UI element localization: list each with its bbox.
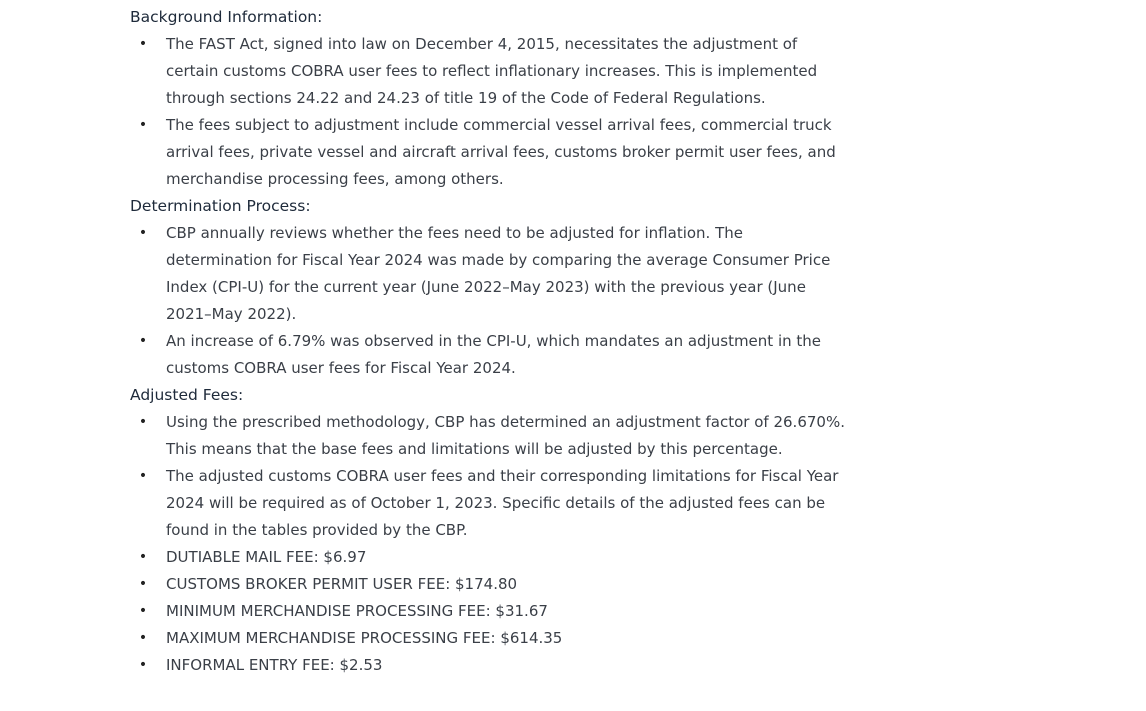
list-item-text: The fees subject to adjustment include commercial vessel arrival fees, commercial truck arrival fees, private vessel and aircraft arrival fees, customs broker permit user fees, and merchandise processing fees, among others. bbox=[166, 116, 836, 188]
list-item bbox=[130, 328, 850, 382]
list-item bbox=[130, 463, 850, 544]
list-item-text: The FAST Act, signed into law on December 4, 2015, necessitates the adjustment of certain customs COBRA user fees to reflect inflationary increases. This is implemented through sections 24.22 and 24.23 of title 19 of the Code of Federal Regulations. bbox=[166, 35, 818, 107]
bullet-icon: • bbox=[138, 603, 148, 619]
bullet-list-adjusted-fees bbox=[130, 409, 850, 679]
list-item-text: DUTIABLE MAIL FEE: $6.97 bbox=[166, 548, 367, 566]
bullet-list-determination bbox=[130, 220, 850, 382]
list-item bbox=[130, 31, 850, 112]
list-item-text: MINIMUM MERCHANDISE PROCESSING FEE: $31.67 bbox=[166, 602, 548, 620]
bullet-icon: • bbox=[138, 657, 148, 673]
bullet-icon: • bbox=[138, 630, 148, 646]
bullet-icon: • bbox=[138, 576, 148, 592]
bullet-icon: • bbox=[138, 468, 148, 484]
list-item-text: The adjusted customs COBRA user fees and their corresponding limitations for Fiscal Year 2024 will be required as of October 1, 2023. Specific details of the adjusted fees can be found in the tables provided by the CBP. bbox=[166, 467, 839, 539]
bullet-icon: • bbox=[138, 225, 148, 241]
fee-item-informal-entry bbox=[130, 652, 850, 679]
section-heading-background: Background Information: bbox=[130, 8, 323, 26]
list-item bbox=[130, 220, 850, 328]
list-item bbox=[130, 112, 850, 193]
list-item-text: CBP annually reviews whether the fees need to be adjusted for inflation. The determination for Fiscal Year 2024 was made by comparing the average Consumer Price Index (CPI-U) for the current year (June 2022–May 2023) with the previous year (June 2021–May 2022). bbox=[166, 224, 831, 323]
fee-item-max-merchandise bbox=[130, 625, 850, 652]
list-item-text: MAXIMUM MERCHANDISE PROCESSING FEE: $614.35 bbox=[166, 629, 563, 647]
list-item-text: INFORMAL ENTRY FEE: $2.53 bbox=[166, 656, 383, 674]
section-heading-determination: Determination Process: bbox=[130, 197, 311, 215]
bullet-icon: • bbox=[138, 36, 148, 52]
bullet-icon: • bbox=[138, 414, 148, 430]
list-item-text: An increase of 6.79% was observed in the CPI-U, which mandates an adjustment in the customs COBRA user fees for Fiscal Year 2024. bbox=[166, 332, 822, 377]
fee-item-min-merchandise bbox=[130, 598, 850, 625]
section-heading-adjusted-fees: Adjusted Fees: bbox=[130, 386, 244, 404]
list-item bbox=[130, 409, 850, 463]
list-item-text: Using the prescribed methodology, CBP has determined an adjustment factor of 26.670%. This means that the base fees and limitations will be adjusted by this percentage. bbox=[166, 413, 845, 458]
list-item-text: CUSTOMS BROKER PERMIT USER FEE: $174.80 bbox=[166, 575, 518, 593]
bullet-icon: • bbox=[138, 117, 148, 133]
bullet-icon: • bbox=[138, 333, 148, 349]
article-content bbox=[130, 4, 850, 679]
bullet-icon: • bbox=[138, 549, 148, 565]
bullet-list-background bbox=[130, 31, 850, 193]
fee-item-broker-permit bbox=[130, 571, 850, 598]
fee-item-dutiable-mail bbox=[130, 544, 850, 571]
